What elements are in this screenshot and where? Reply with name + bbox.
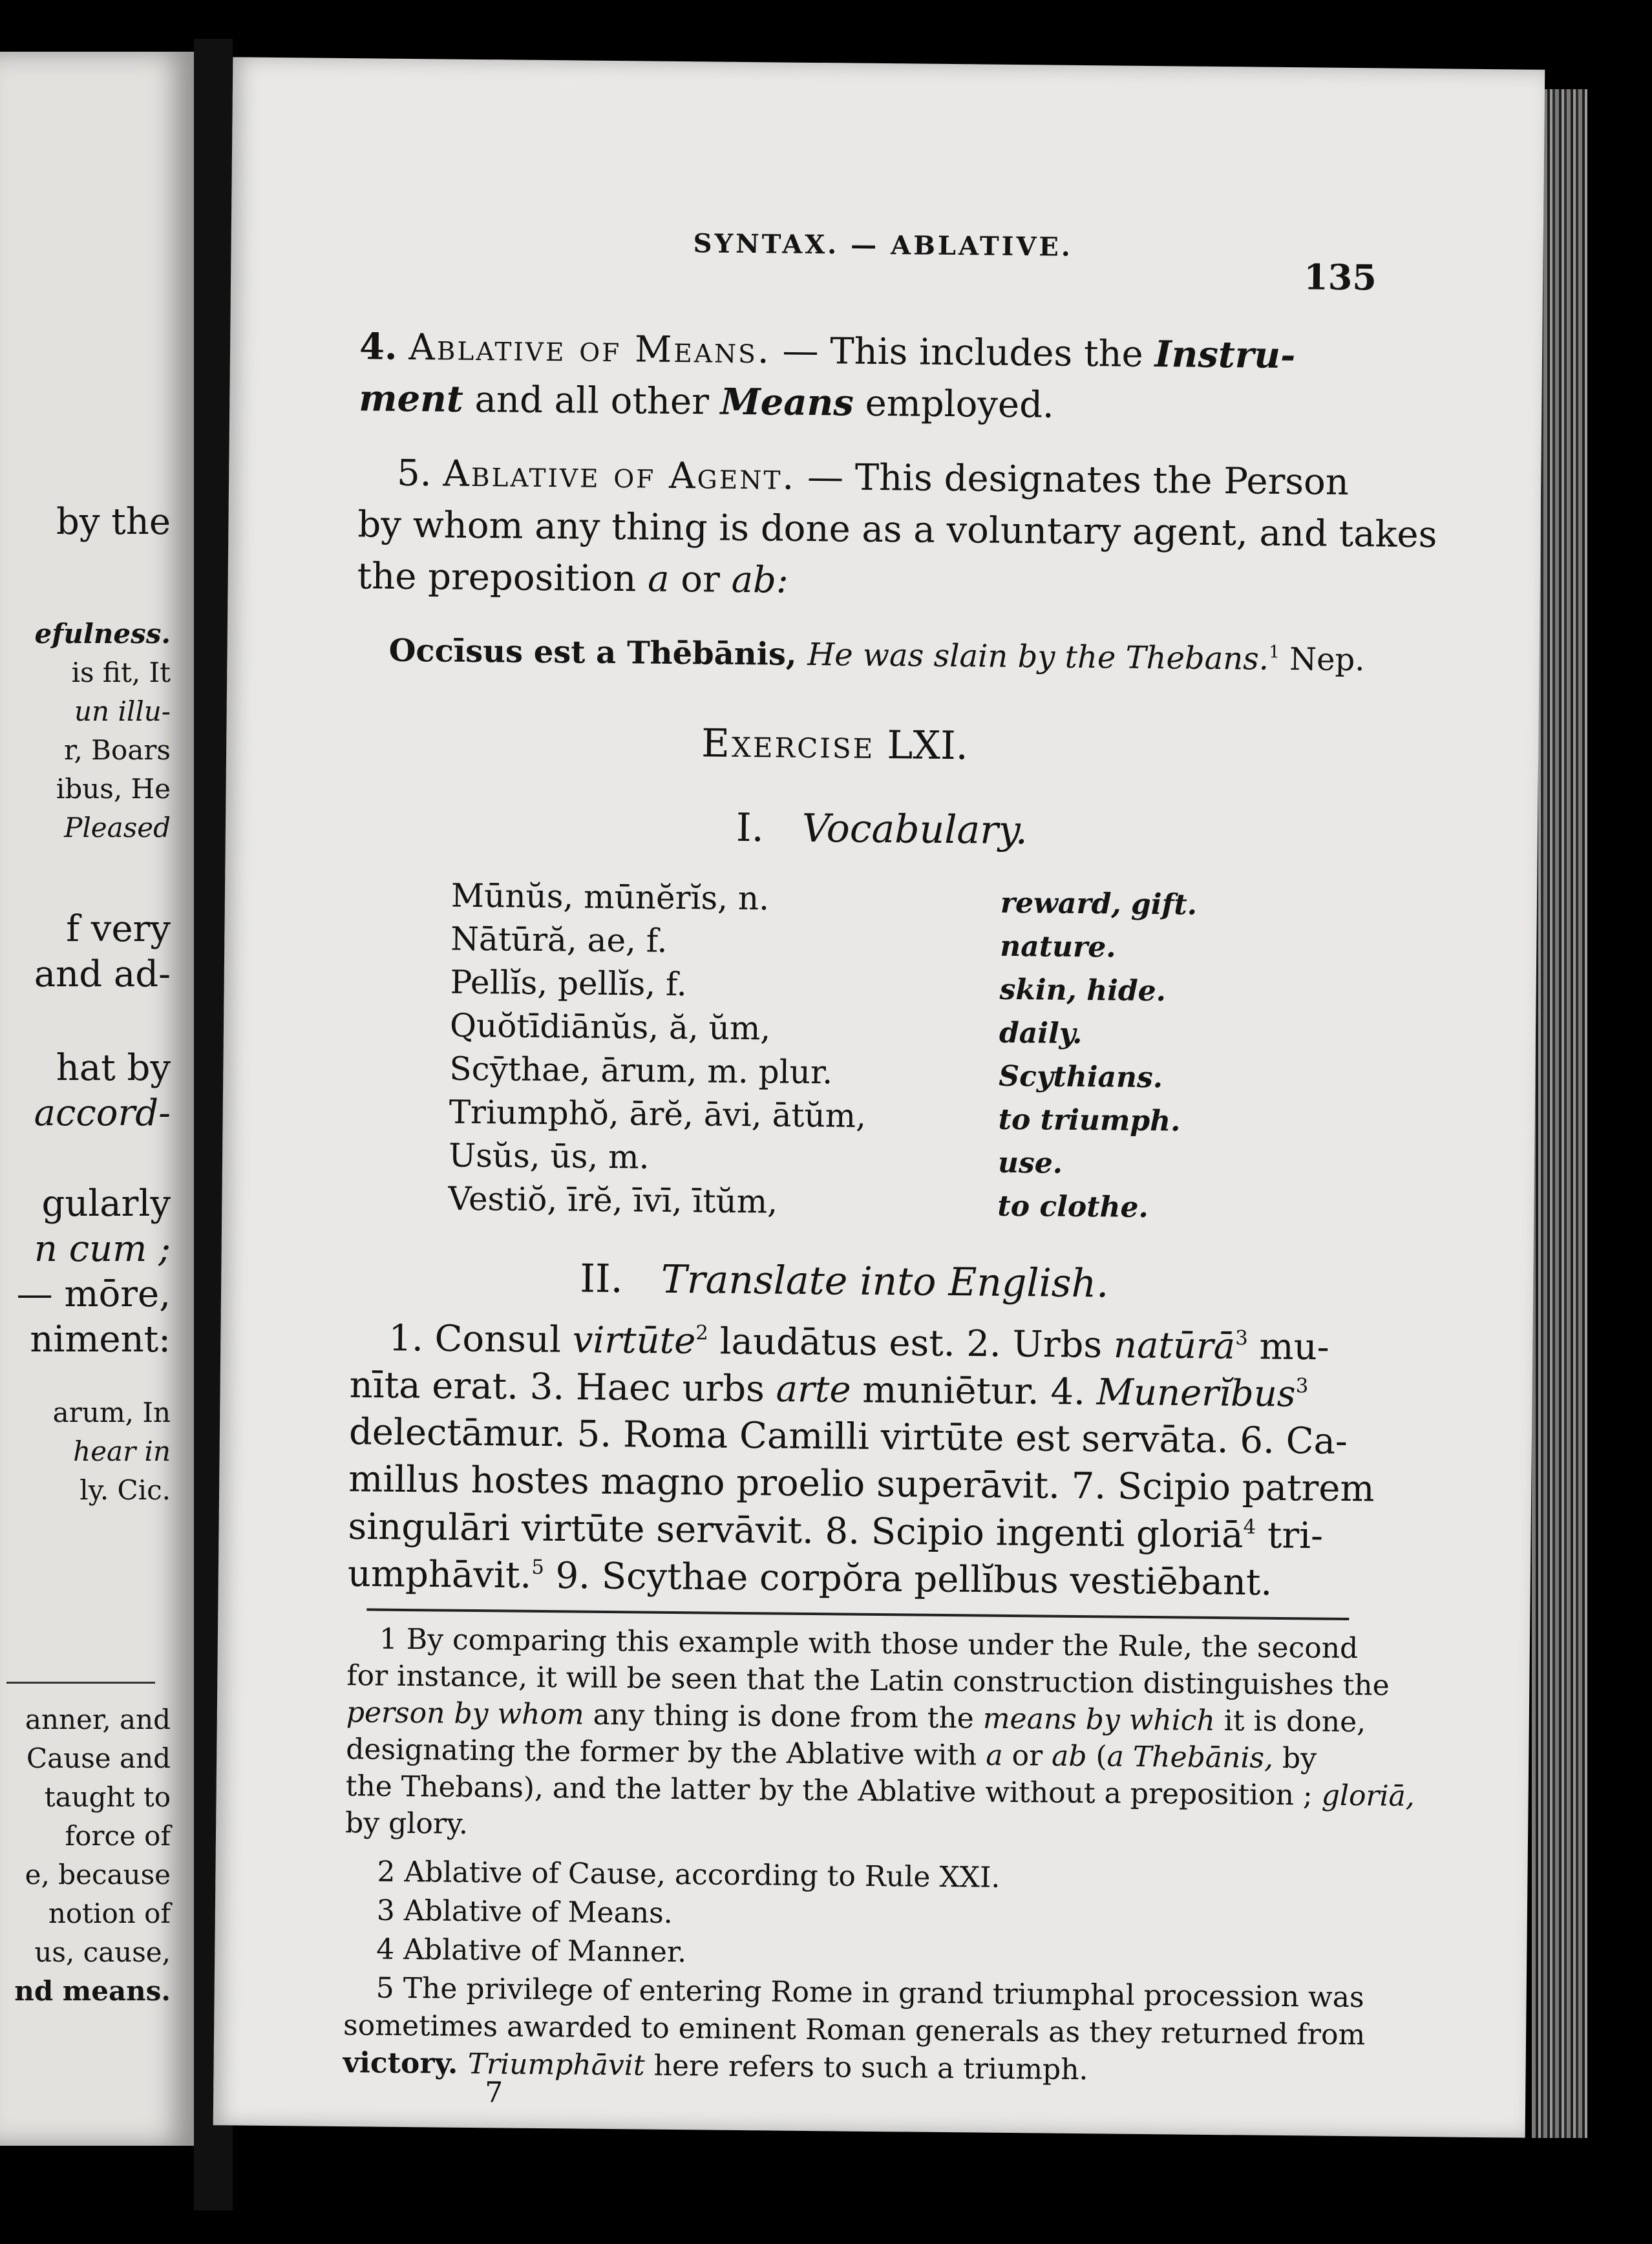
left-fragment: and ad-	[34, 953, 171, 995]
section-title: Ablative of Means.	[408, 326, 772, 372]
vocab-latin: Pellĭs, pellĭs, f.	[450, 963, 687, 1004]
left-fragment: force of	[65, 1820, 171, 1852]
left-fragment: us, cause,	[34, 1936, 171, 1968]
running-head: SYNTAX. — ABLATIVE.	[693, 228, 1074, 262]
vocab-latin: Triumphŏ, ārĕ, āvi, ātŭm,	[449, 1093, 867, 1135]
left-fragment: r, Boars	[64, 734, 171, 766]
text: umphāvit.	[347, 1552, 532, 1597]
emphasis: person by whom	[346, 1696, 584, 1731]
left-fragment: notion of	[48, 1898, 171, 1929]
left-fragment: gularly	[41, 1183, 171, 1225]
text: nīta erat. 3. Haec urbs	[349, 1364, 777, 1411]
text: or	[1002, 1739, 1052, 1773]
section-numeral: I.	[736, 805, 765, 851]
exercise-heading	[701, 721, 968, 768]
exercise-line-5	[348, 1505, 1324, 1558]
footnote-ref: 3	[1295, 1374, 1309, 1398]
translate-heading	[580, 1256, 1109, 1307]
left-fragment: nd means.	[14, 1975, 171, 2007]
left-fragment: anner, and	[25, 1704, 171, 1735]
section-5-line-1	[396, 452, 1350, 503]
section-4-line-1	[359, 325, 1296, 377]
footnote-ref: 5	[531, 1555, 545, 1580]
emphasis: virtūte	[572, 1319, 696, 1362]
emphasis: ment	[359, 377, 464, 421]
footnote-3: 3 Ablative of Means.	[376, 1894, 673, 1930]
text: designating the former by the Ablative with	[346, 1733, 986, 1772]
previous-page-fragment	[0, 52, 194, 2146]
text: it is done,	[1214, 1704, 1366, 1739]
footnote-5-line: 5 The privilege of entering Rome in grand triumphal procession was	[376, 1971, 1364, 2015]
footnote-1-line	[346, 1696, 1366, 1739]
vocab-latin: Usŭs, ūs, m.	[448, 1136, 650, 1176]
text: employed.	[853, 382, 1055, 427]
vocab-meaning: skin, hide.	[999, 973, 1167, 1008]
text: singulāri virtūte servāvit. 8. Scipio ingenti gloriā	[348, 1505, 1244, 1556]
left-fragment: ly. Cic.	[79, 1474, 171, 1506]
emphasis: ab:	[731, 558, 789, 602]
emphasis: a	[647, 558, 670, 600]
text: — This designates the Person	[795, 456, 1350, 503]
example-latin: Occīsus est a Thēbānis,	[388, 632, 808, 673]
text: or	[669, 558, 732, 601]
page-number: 135	[1303, 256, 1377, 299]
emphasis: gloriā,	[1321, 1779, 1415, 1814]
left-fragment: Cause and	[26, 1742, 171, 1774]
emphasis: arte	[776, 1368, 851, 1412]
text: mu-	[1247, 1326, 1329, 1369]
footnote-2: 2 Ablative of Cause, according to Rule XXI.	[377, 1855, 1001, 1894]
left-fragment: n cum ;	[34, 1228, 171, 1270]
section-number: 4.	[359, 325, 397, 368]
text: here refers to such a triumph.	[644, 2049, 1088, 2087]
footnote-rule	[366, 1608, 1349, 1620]
left-fragment: accord-	[34, 1092, 171, 1134]
section-4-line-2	[359, 377, 1055, 427]
vocab-meaning: to clothe.	[997, 1189, 1149, 1225]
text: tri-	[1255, 1514, 1324, 1558]
vocab-meaning: use.	[997, 1146, 1063, 1180]
left-fragment: — mōre,	[16, 1273, 171, 1315]
exercise-word: Exercise	[701, 721, 875, 768]
vocab-meaning: Scythians.	[999, 1059, 1163, 1095]
text: muniētur. 4.	[851, 1369, 1097, 1413]
footnote-1-line: by glory.	[344, 1806, 469, 1841]
example-sentence	[388, 633, 1364, 678]
left-fragment: e, because	[25, 1859, 171, 1890]
signature-mark: 7	[484, 2076, 503, 2110]
text: laudātus est. 2. Urbs	[708, 1320, 1114, 1367]
left-fragment: by the	[56, 501, 171, 543]
left-fragment: Pleased	[64, 812, 171, 843]
left-fragment: f very	[66, 908, 171, 950]
left-fragment: un illu-	[74, 695, 171, 727]
vocab-latin: Mūnŭs, mūnĕrĭs, n.	[450, 876, 770, 918]
footnote-1-line	[345, 1770, 1415, 1813]
text: victory.	[343, 2046, 468, 2080]
left-fragment: taught to	[44, 1781, 171, 1813]
left-fragment: hat by	[56, 1047, 171, 1089]
footnote-1-line	[346, 1733, 1317, 1775]
exercise-line-2	[349, 1364, 1309, 1415]
section-title: Ablative of Agent.	[443, 452, 796, 498]
exercise-line-1	[388, 1317, 1329, 1369]
section-numeral: II.	[579, 1256, 624, 1302]
footnote-ref: 1	[1269, 642, 1280, 662]
left-fragment: niment:	[30, 1318, 171, 1360]
emphasis: Triumphāvit	[467, 2047, 645, 2082]
vocab-meaning: reward, gift.	[1000, 886, 1198, 922]
emphasis: means by which	[982, 1702, 1216, 1738]
text: by	[1273, 1741, 1317, 1775]
emphasis: a	[986, 1739, 1003, 1772]
exercise-number: LXI.	[887, 723, 969, 769]
footnote-ref: 4	[1243, 1515, 1256, 1539]
left-fragment: hear in	[73, 1435, 171, 1467]
text: and all other	[463, 378, 721, 423]
footnote-1-line: for instance, it will be seen that the Latin construction distinguishes the	[346, 1659, 1390, 1702]
exercise-line-4: millus hostes magno proelio superāvit. 7. Scipio patrem	[348, 1458, 1375, 1510]
translate-title: Translate into English.	[661, 1256, 1109, 1307]
left-fragment: arum, In	[52, 1397, 171, 1428]
emphasis: natūrā	[1113, 1324, 1236, 1368]
footnote-4: 4 Ablative of Manner.	[376, 1932, 687, 1969]
section-5-line-2: by whom any thing is done as a voluntary agent, and takes	[357, 503, 1437, 556]
section-5-line-3	[357, 555, 789, 602]
text: — This includes the	[770, 330, 1155, 376]
vocab-meaning: to triumph.	[998, 1103, 1181, 1138]
vocabulary-heading	[736, 805, 1028, 853]
vocab-latin: Vestiŏ, īrĕ, īvī, ītŭm,	[448, 1180, 778, 1221]
footnote-ref: 3	[1235, 1326, 1249, 1350]
footnote-5-line: sometimes awarded to eminent Roman generals as they returned from	[343, 2009, 1366, 2052]
exercise-line-3: delectāmur. 5. Roma Camilli virtūte est servāta. 6. Ca-	[348, 1411, 1348, 1463]
vocab-latin: Quŏtīdiānŭs, ă, ŭm,	[449, 1006, 771, 1048]
left-fragment: ibus, He	[56, 773, 171, 805]
text: 9. Scythae corpŏra pellĭbus vestiēbant.	[544, 1554, 1273, 1604]
emphasis: Munerĭbus	[1096, 1371, 1296, 1415]
text: the Thebans), and the latter by the Ablative without a preposition ;	[345, 1770, 1322, 1812]
left-fragment: is fit, It	[71, 657, 171, 688]
example-source: Nep.	[1279, 640, 1365, 679]
emphasis: a Thebānis,	[1107, 1740, 1274, 1775]
footnote-ref: 2	[695, 1321, 709, 1345]
text: any thing is done from the	[584, 1698, 984, 1735]
book-page	[213, 57, 1545, 2137]
vocab-latin: Scȳthae, ārum, m. plur.	[449, 1050, 833, 1092]
text: 1. Consul	[388, 1317, 573, 1362]
left-fragment: efulness.	[34, 618, 171, 650]
vocab-meaning: nature.	[1000, 929, 1116, 964]
emphasis: ab	[1051, 1739, 1087, 1773]
footnote-1-line: 1 By comparing this example with those under the Rule, the second	[379, 1622, 1359, 1666]
text: the preposition	[357, 555, 648, 600]
emphasis: Means	[720, 380, 854, 425]
exercise-line-6	[347, 1552, 1273, 1604]
emphasis: Instru-	[1154, 333, 1296, 377]
footnote-5-line	[343, 2046, 1088, 2086]
text: (	[1086, 1740, 1107, 1773]
vocabulary-title: Vocabulary.	[801, 805, 1028, 854]
left-footnote-rule	[6, 1682, 155, 1684]
vocab-latin: Nātūră, ae, f.	[450, 920, 668, 960]
example-english: He was slain by the Thebans.	[807, 636, 1269, 677]
vocab-meaning: daily.	[999, 1016, 1083, 1051]
section-number: 5.	[396, 452, 432, 495]
